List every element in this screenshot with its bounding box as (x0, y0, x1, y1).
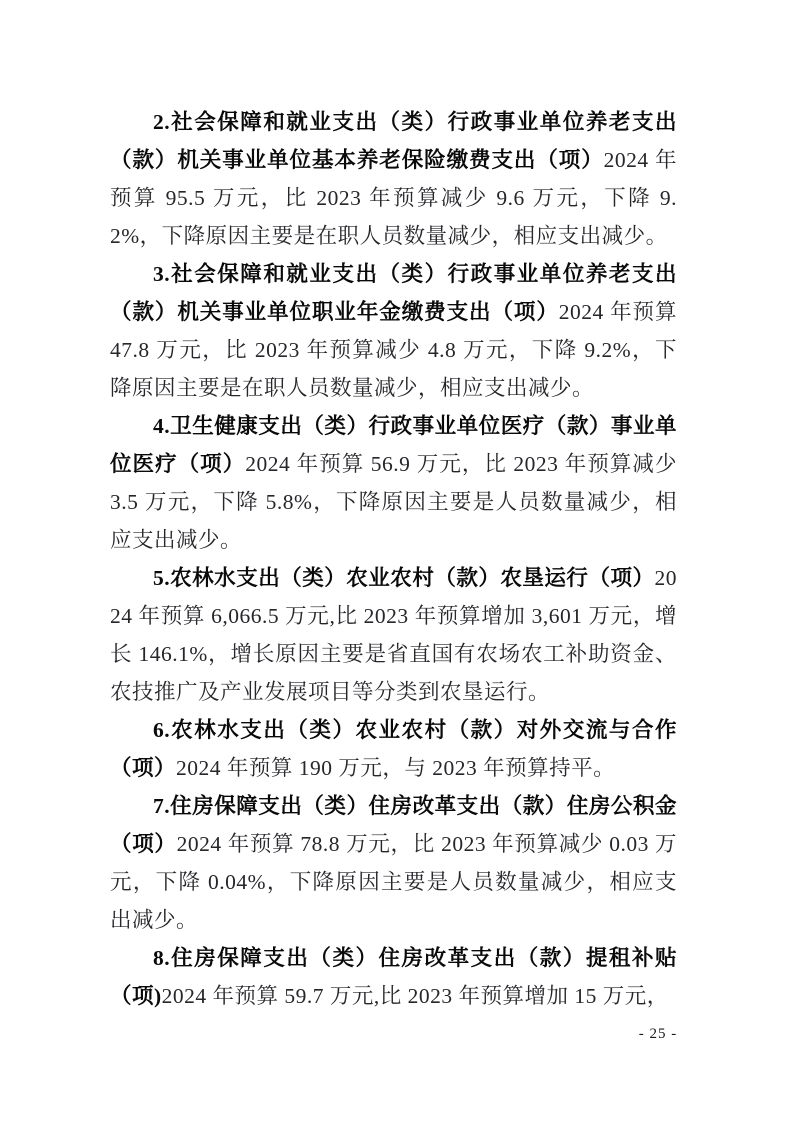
paragraph-heading: 3.社会保障和就业支出（类）行政事业单位养老支出（款）机关事业单位职业年金缴费支出（项） (110, 262, 677, 324)
document-body (110, 103, 677, 1015)
paragraph-body: 2024 年预算 190 万元，与 2023 年预算持平。 (176, 756, 616, 780)
budget-paragraph-2 (110, 103, 677, 255)
page-number: - 25 - (638, 1026, 678, 1042)
budget-paragraph-6 (110, 711, 677, 787)
budget-paragraph-7 (110, 787, 677, 939)
budget-paragraph-4 (110, 407, 677, 559)
paragraph-heading: 5.农林水支出（类）农业农村（款）农垦运行（项） (153, 566, 655, 590)
paragraph-heading: 4.卫生健康支出（类）行政事业单位医疗（款）事业单位医疗（项） (110, 414, 677, 476)
budget-paragraph-8 (110, 939, 677, 1015)
paragraph-heading: 7.住房保障支出（类）住房改革支出（款）住房公积金（项） (110, 794, 677, 856)
paragraph-heading: 8.住房保障支出（类）住房改革支出（款）提租补贴（项) (110, 946, 677, 1008)
paragraph-heading: 6.农林水支出（类）农业农村（款）对外交流与合作（项） (110, 718, 677, 780)
paragraph-body: 2024 年预算 6,066.5 万元,比 2023 年预算增加 3,601 万元，增长 146.1%，增长原因主要是省直国有农场农工补助资金、农技推广及产业发展项目等分类到农垦运行。 (110, 566, 677, 704)
paragraph-body: 2024 年预算 59.7 万元,比 2023 年预算增加 15 万元， (161, 984, 669, 1008)
budget-paragraph-5 (110, 559, 677, 711)
paragraph-body: 2024 年预算 56.9 万元，比 2023 年预算减少 3.5 万元，下降 5.8%，下降原因主要是人员数量减少，相应支出减少。 (110, 452, 677, 552)
paragraph-body: 2024 年预算 95.5 万元，比 2023 年预算减少 9.6 万元，下降 9.2%，下降原因主要是在职人员数量减少，相应支出减少。 (110, 148, 677, 248)
paragraph-heading: 2.社会保障和就业支出（类）行政事业单位养老支出（款）机关事业单位基本养老保险缴费支出（项） (110, 110, 677, 172)
paragraph-body: 2024 年预算 47.8 万元，比 2023 年预算减少 4.8 万元，下降 9.2%，下降原因主要是在职人员数量减少，相应支出减少。 (110, 300, 677, 400)
budget-paragraph-3 (110, 255, 677, 407)
paragraph-body: 2024 年预算 78.8 万元，比 2023 年预算减少 0.03 万元，下降 0.04%，下降原因主要是人员数量减少，相应支出减少。 (110, 832, 677, 932)
